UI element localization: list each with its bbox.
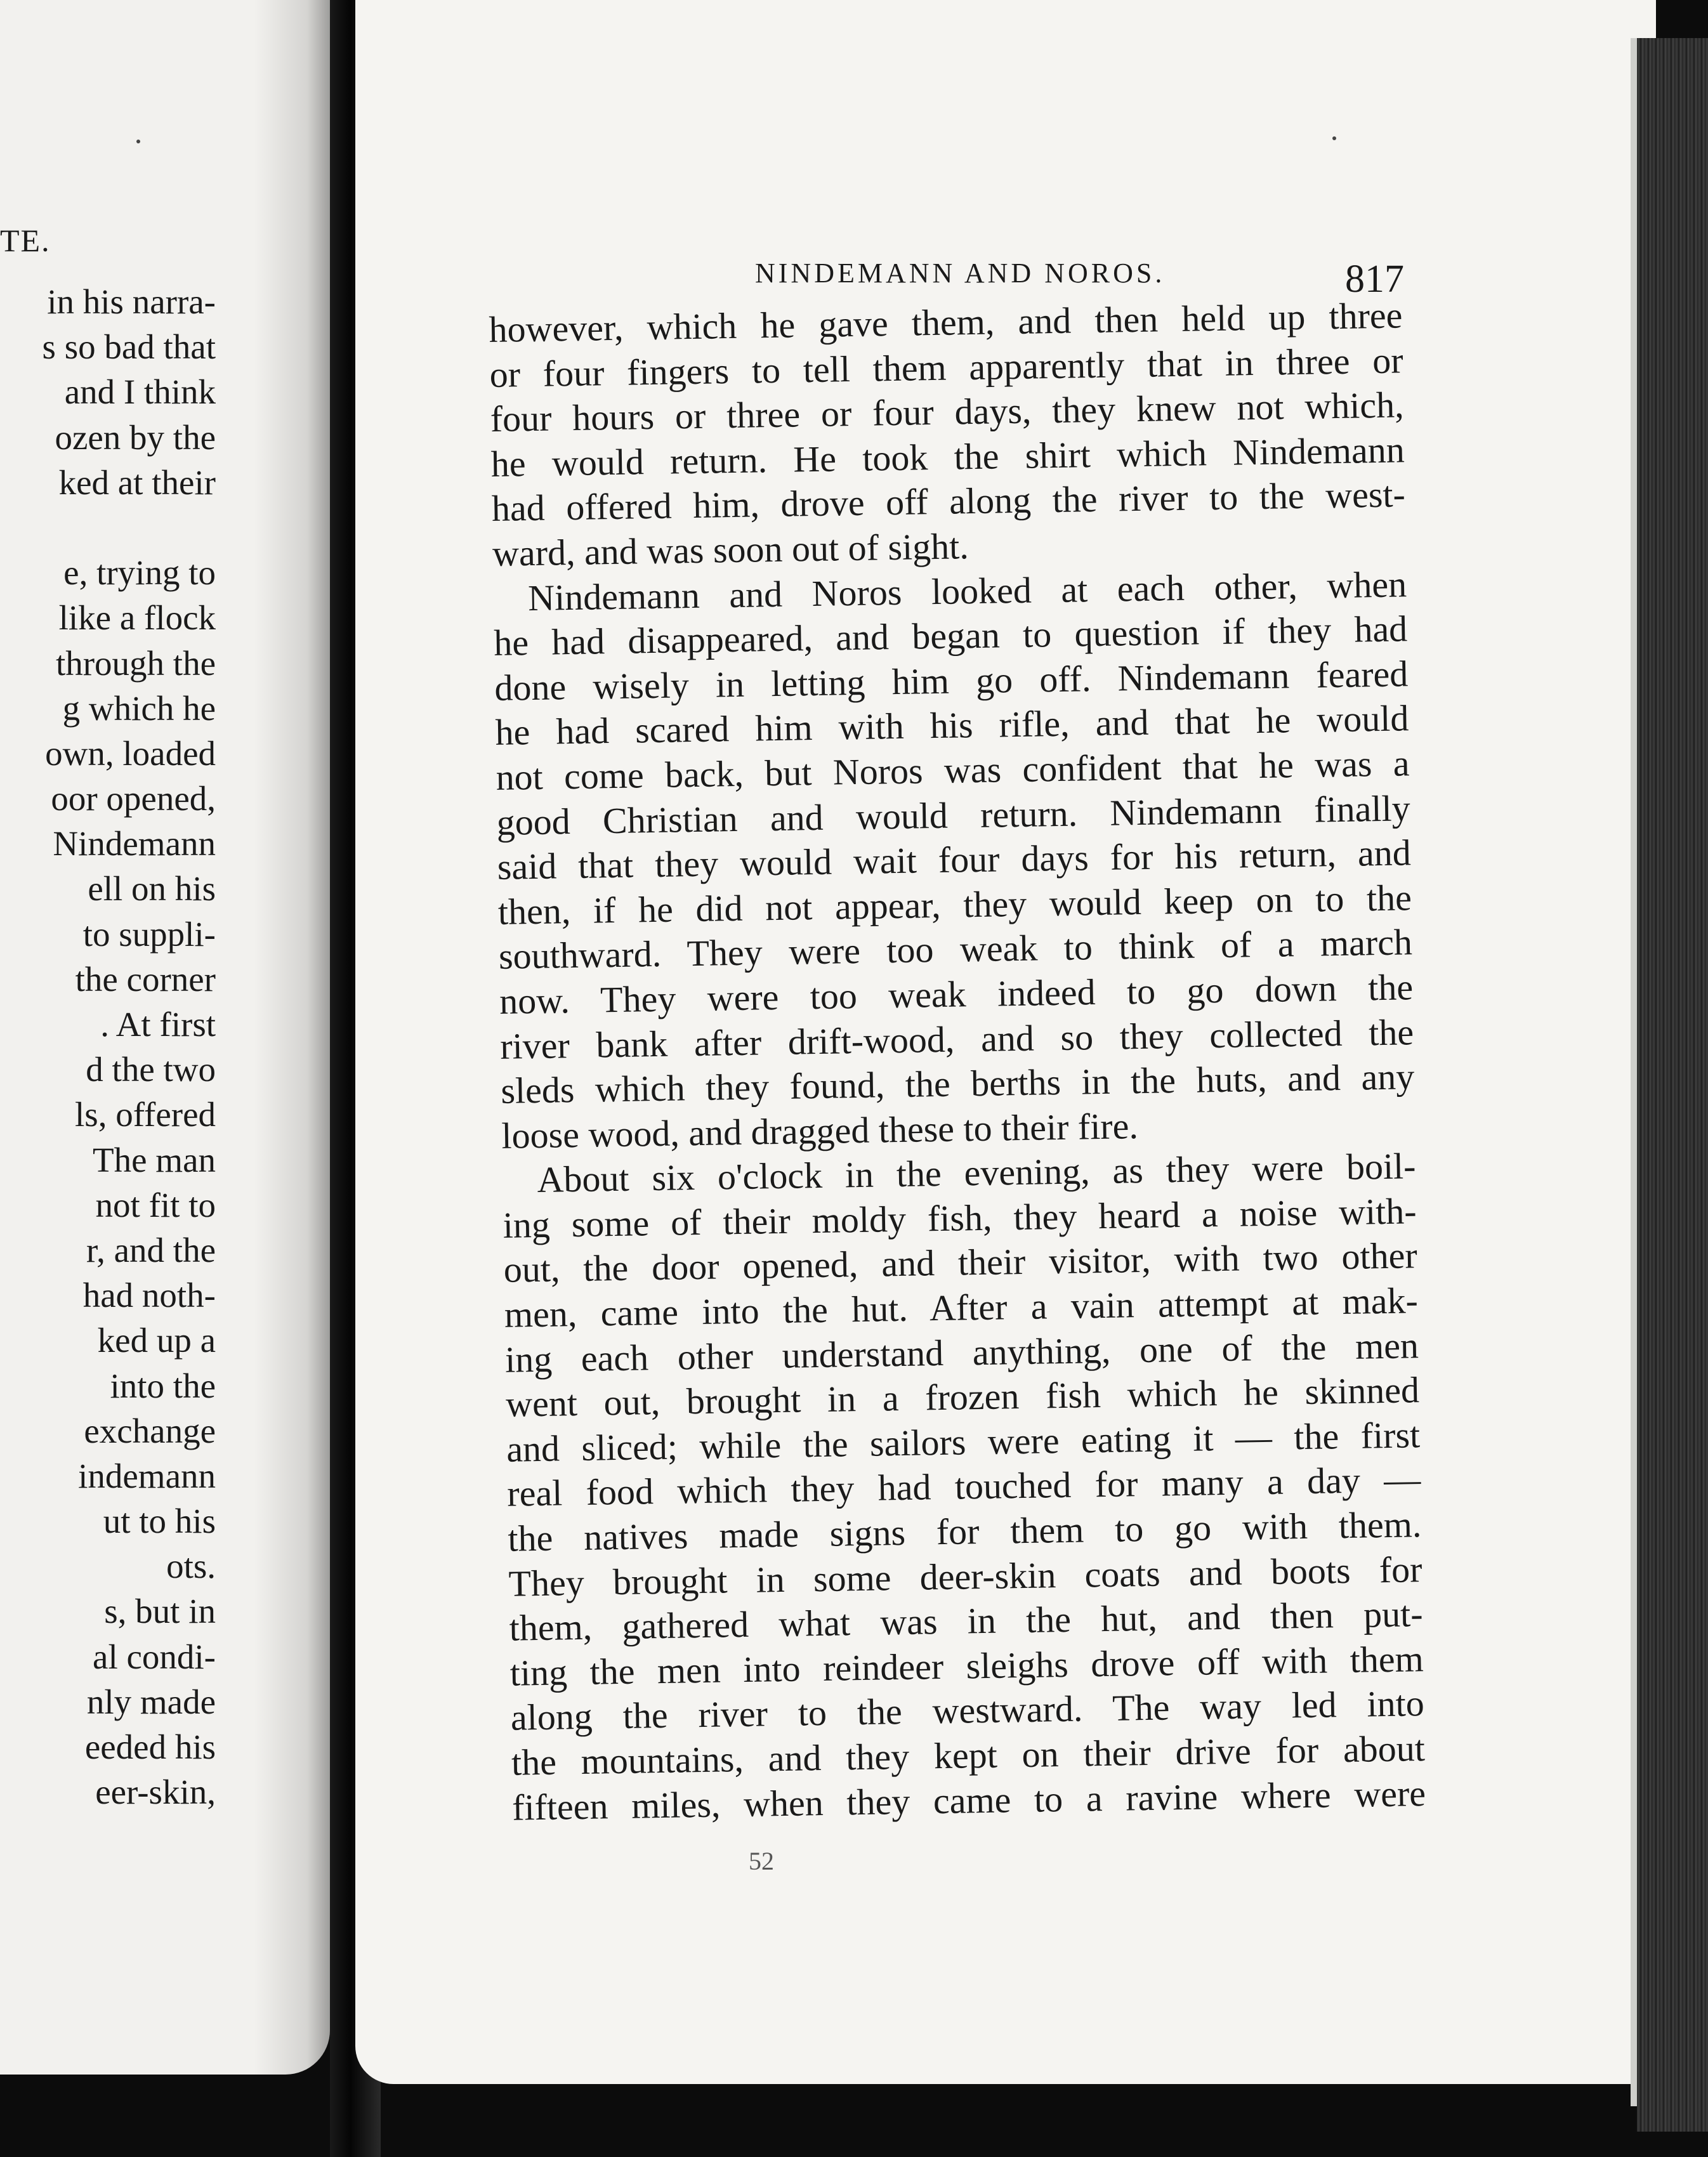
text-line: They brought in some deer-skin coats and boots for [508,1548,1422,1604]
text-line: he had disappeared, and began to question if they had [493,608,1408,664]
text-line: or four fingers to tell them apparently that in three or [489,339,1403,395]
left-line: and I think [64,372,216,412]
left-line: d the two [86,1050,216,1089]
paragraph-start-line: About six o'clock in the evening, as they were boil- [537,1145,1416,1201]
text-line: the natives made signs for them to go with them. [507,1504,1422,1559]
left-line: s so bad that [42,327,216,367]
body-text [489,293,1426,1830]
left-line: own, loaded [45,733,216,773]
text-line: along the river to the westward. The way led into [510,1682,1425,1739]
text-line: said that they would wait four days for his return, and [497,832,1412,888]
left-line: to suppli- [82,914,216,954]
left-line: through the [55,643,216,683]
left-line [0,505,216,550]
text-line: the mountains, and they kept on their drive for about [511,1728,1426,1783]
text-line: southward. They were too weak to think of a march [498,921,1413,978]
left-running-head: TE. [0,223,51,258]
left-line: ell on his [88,869,216,908]
text-line: then, if he did not appear, they would keep on to the [497,876,1412,933]
text-line: not come back, but Noros was confident that he was a [496,742,1410,798]
left-line: ut to his [103,1502,216,1541]
left-line: eer-skin, [95,1773,216,1812]
paper-speck [1332,136,1336,140]
text-line: ward, and was soon out of sight. [492,525,969,574]
text-line: loose wood, and dragged these to their fire. [501,1105,1139,1157]
signature-mark: 52 [749,1847,774,1875]
text-line: had offered him, drove off along the river to the west- [491,473,1406,530]
left-line: g which he [62,688,216,728]
text-line: and sliced; while the sailors were eating it — the first [506,1414,1421,1470]
left-line: Nindemann [53,824,216,863]
paragraph-start-line: Nindemann and Noros looked at each other, when [527,563,1407,619]
left-line: ked at their [58,462,216,502]
text-line: river bank after drift-wood, and so they collected the [499,1011,1414,1067]
left-line: s, but in [104,1592,216,1631]
left-line: . At first [100,1005,216,1044]
text-line: fifteen miles, when they came to a ravine where were [511,1772,1426,1828]
paper-speck [136,140,140,143]
text-line: men, came into the hut. After a vain attempt at mak- [504,1280,1419,1335]
page-number: 817 [1345,258,1404,301]
text-line: ing each other understand anything, one of the men [504,1324,1419,1380]
left-line: not fit to [95,1185,216,1224]
text-line: however, which he gave them, and then held up three [489,294,1403,350]
text-line: real food which they had touched for many a day — [506,1459,1421,1515]
text-line: sleds which they found, the berths in the huts, and any [500,1056,1415,1111]
left-gutter-shadow [254,0,330,2075]
left-line: ots. [166,1547,216,1586]
left-page [0,0,330,2075]
left-line: like a flock [58,598,216,638]
text-line: done wisely in letting him go off. Nindemann feared [494,653,1409,709]
text-line: them, gathered what was in the hut, and then put- [509,1593,1424,1649]
left-line: r, and the [86,1230,216,1269]
left-line: e, trying to [63,553,216,593]
left-line: had noth- [82,1276,216,1315]
left-line: eeded his [84,1728,216,1766]
left-line: into the [110,1366,216,1405]
text-line: went out, brought in a frozen fish which he skinned [505,1369,1420,1426]
page-edges [1637,38,1708,2132]
text-line: good Christian and would return. Nindemann finally [496,787,1411,843]
left-line: in his narra- [47,282,216,321]
text-line: four hours or three or four days, they knew not which, [490,384,1405,440]
left-line: ls, offered [75,1095,216,1134]
text-line: he had scared him with his rifle, and that he would [495,697,1409,754]
left-line: exchange [84,1411,216,1450]
left-line: oor opened, [51,779,216,818]
running-head: NINDEMANN AND NOROS. [755,258,1166,289]
text-line: ing some of their moldy fish, they heard a noise with- [503,1190,1417,1246]
left-line: al condi- [93,1637,216,1676]
left-line: nly made [86,1682,216,1721]
text-line: now. They were too weak indeed to go down the [499,966,1414,1022]
left-line: indemann [78,1456,216,1495]
left-line: ked up a [97,1321,216,1360]
text-line: ting the men into reindeer sleighs drove off with them [509,1637,1424,1694]
text-line: he would return. He took the shirt which Nindemann [490,429,1405,485]
left-line: the corner [75,959,216,999]
text-line: out, the door opened, and their visitor, with two other [503,1235,1418,1291]
left-line: ozen by the [55,417,216,457]
left-page-text [0,279,216,1814]
left-line: The man [93,1140,216,1179]
